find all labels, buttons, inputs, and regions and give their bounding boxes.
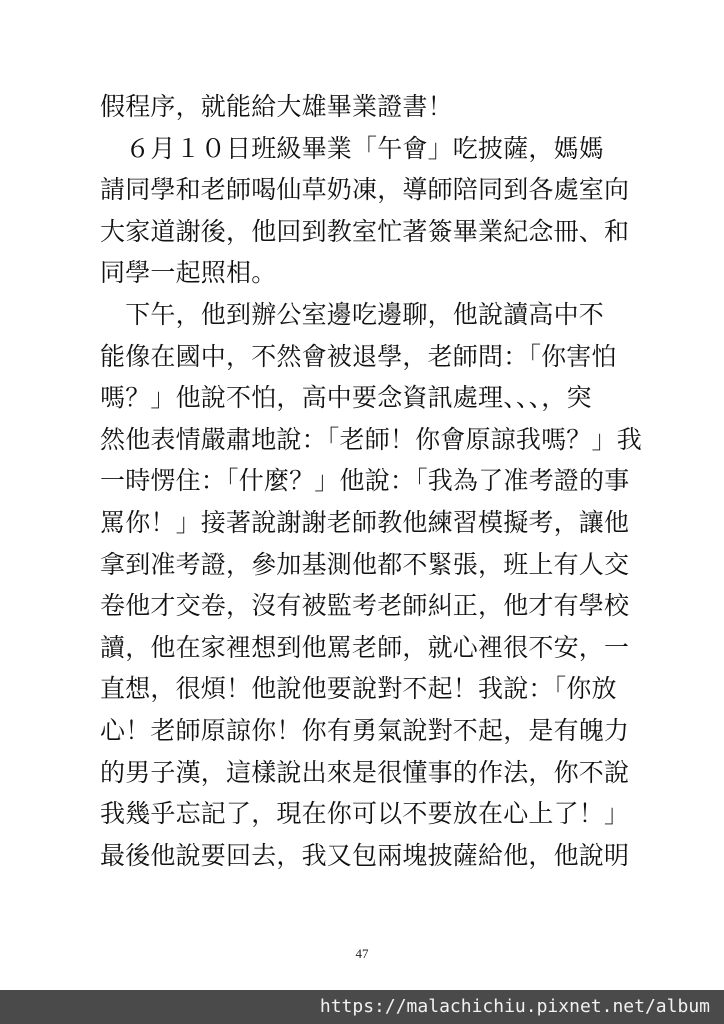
watermark-url: https://malachichiu.pixnet.net/album — [319, 996, 710, 1017]
text-line: 我幾乎忘記了，現在你可以不要放在心上了！」 — [100, 799, 630, 829]
text-line: 罵你！」接著說謝謝老師教他練習模擬考，讓他 — [100, 507, 630, 537]
text-line: 能像在國中，不然會被退學，老師問：「你害怕 — [100, 341, 617, 371]
text-line: 請同學和老師喝仙草奶凍，導師陪同到各處室向 — [100, 175, 630, 205]
text-line: 嗎？」他說不怕，高中要念資訊處理、、、，突 — [100, 383, 592, 413]
text-line: 大家道謝後，他回到教室忙著簽畢業紀念冊、和 — [100, 216, 630, 246]
watermark-bar — [0, 990, 724, 1024]
text-line: 心！老師原諒你！你有勇氣說對不起，是有魄力 — [100, 715, 630, 745]
body-text — [100, 86, 642, 876]
text-line: 卷他才交卷，沒有被監考老師糾正，他才有學校 — [100, 591, 630, 621]
text-line: 讀，他在家裡想到他罵老師，就心裡很不安，一 — [100, 632, 630, 662]
text-line: 最後他說要回去，我又包兩塊披薩給他，他說明 — [100, 840, 630, 870]
text-line: 然他表情嚴肅地說：「老師！你會原諒我嗎？」我 — [100, 424, 642, 454]
text-line: 拿到准考證，參加基測他都不緊張，班上有人交 — [100, 549, 630, 579]
text-line: 的男子漢，這樣說出來是很懂事的作法，你不說 — [100, 757, 630, 787]
page-number: 47 — [355, 946, 369, 961]
text-line: 同學一起照相。 — [100, 258, 277, 288]
text-line: ６月１０日班級畢業「午會」吃披薩，媽媽 — [100, 133, 605, 163]
text-line: 一時愣住：「什麼？」他說：「我為了准考證的事 — [100, 466, 630, 496]
text-line: 假程序，就能給大雄畢業證書！ — [100, 92, 453, 121]
text-line: 直想，很煩！他說他要說對不起！我說：「你放 — [100, 674, 617, 704]
text-line: 下午，他到辦公室邊吃邊聊，他說讀高中不 — [100, 299, 605, 329]
